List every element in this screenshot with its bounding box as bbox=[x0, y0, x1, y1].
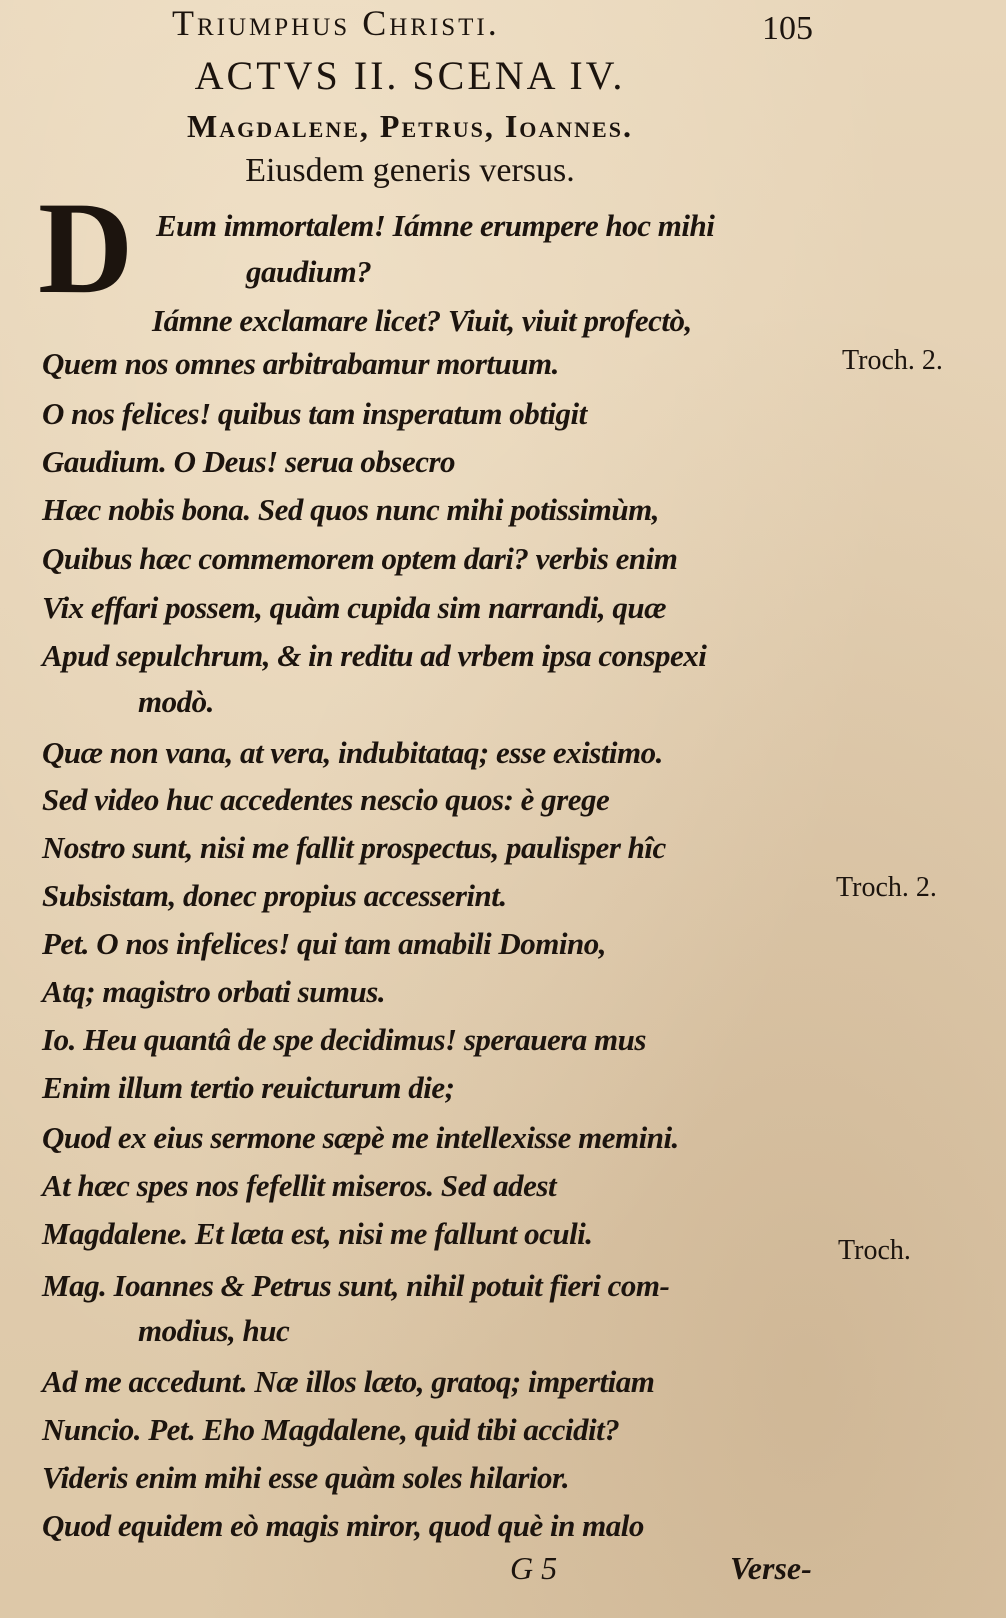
catchword: Verse- bbox=[730, 1550, 812, 1586]
verse-line: Quod equidem eò magis miror, quod què in malo bbox=[42, 1508, 644, 1543]
verse-line: Quem nos omnes arbitrabamur mortuum. bbox=[42, 346, 559, 381]
verse-line: gaudium? bbox=[246, 254, 372, 289]
verse-line: Eum immortalem! Iámne erumpere hoc mihi bbox=[156, 208, 715, 243]
verse-line: Io. Heu quantâ de spe decidimus! sperauera mus bbox=[42, 1022, 646, 1057]
running-title: Triumphus Christi. bbox=[172, 3, 500, 43]
verse-line: Ad me accedunt. Næ illos læto, gratoq; impertiam bbox=[42, 1364, 655, 1399]
margin-note-meter: Troch. bbox=[838, 1235, 911, 1266]
verse-line: Videris enim mihi esse quàm soles hilarior. bbox=[42, 1460, 570, 1495]
verse-line: Apud sepulchrum, & in reditu ad vrbem ipsa conspexi bbox=[42, 638, 707, 673]
verse-line: modius, huc bbox=[138, 1313, 290, 1348]
signature-mark: G 5 bbox=[510, 1550, 558, 1586]
verse-line: Pet. O nos infelices! qui tam amabili Domino, bbox=[42, 926, 606, 961]
meter-note: Eiusdem generis versus. bbox=[245, 152, 575, 189]
page-number: 105 bbox=[762, 10, 813, 47]
verse-line: At hæc spes nos fefellit miseros. Sed adest bbox=[42, 1168, 557, 1203]
verse-line: O nos felices! quibus tam insperatum obtigit bbox=[42, 396, 587, 431]
act-scene-title: ACTVS II. SCENA IV. bbox=[194, 53, 626, 98]
verse-line: Quod ex eius sermone sæpè me intellexisse memini. bbox=[42, 1120, 679, 1155]
verse-line: Sed video huc accedentes nescio quos: è grege bbox=[42, 782, 610, 817]
verse-line: Mag. Ioannes & Petrus sunt, nihil potuit fieri com- bbox=[42, 1268, 670, 1303]
verse-line: Nuncio. Pet. Eho Magdalene, quid tibi accidit? bbox=[42, 1412, 620, 1447]
verse-line: Enim illum tertio reuicturum die; bbox=[42, 1070, 455, 1105]
verse-line: Nostro sunt, nisi me fallit prospectus, paulisper hîc bbox=[42, 830, 666, 865]
verse-line: Gaudium. O Deus! serua obsecro bbox=[42, 444, 456, 479]
margin-note-meter: Troch. 2. bbox=[842, 345, 943, 376]
verse-line: Subsistam, donec propius accesserint. bbox=[42, 878, 507, 913]
verse-line: Quibus hæc commemorem optem dari? verbis enim bbox=[42, 541, 678, 576]
margin-note-meter: Troch. 2. bbox=[836, 872, 937, 903]
characters-list: Magdalene, Petrus, Ioannes. bbox=[187, 108, 633, 144]
verse-line: Quæ non vana, at vera, indubitataq; esse existimo. bbox=[42, 735, 663, 770]
verse-line: Vix effari possem, quàm cupida sim narrandi, quæ bbox=[42, 590, 666, 625]
verse-line: modò. bbox=[138, 684, 214, 719]
drop-cap-initial: D bbox=[38, 174, 134, 321]
verse-line: Atq; magistro orbati sumus. bbox=[42, 974, 386, 1009]
verse-line: Iámne exclamare licet? Viuit, viuit profectò, bbox=[152, 303, 692, 338]
verse-line: Hæc nobis bona. Sed quos nunc mihi potissimùm, bbox=[42, 492, 659, 527]
verse-line: Magdalene. Et læta est, nisi me fallunt oculi. bbox=[42, 1216, 593, 1251]
